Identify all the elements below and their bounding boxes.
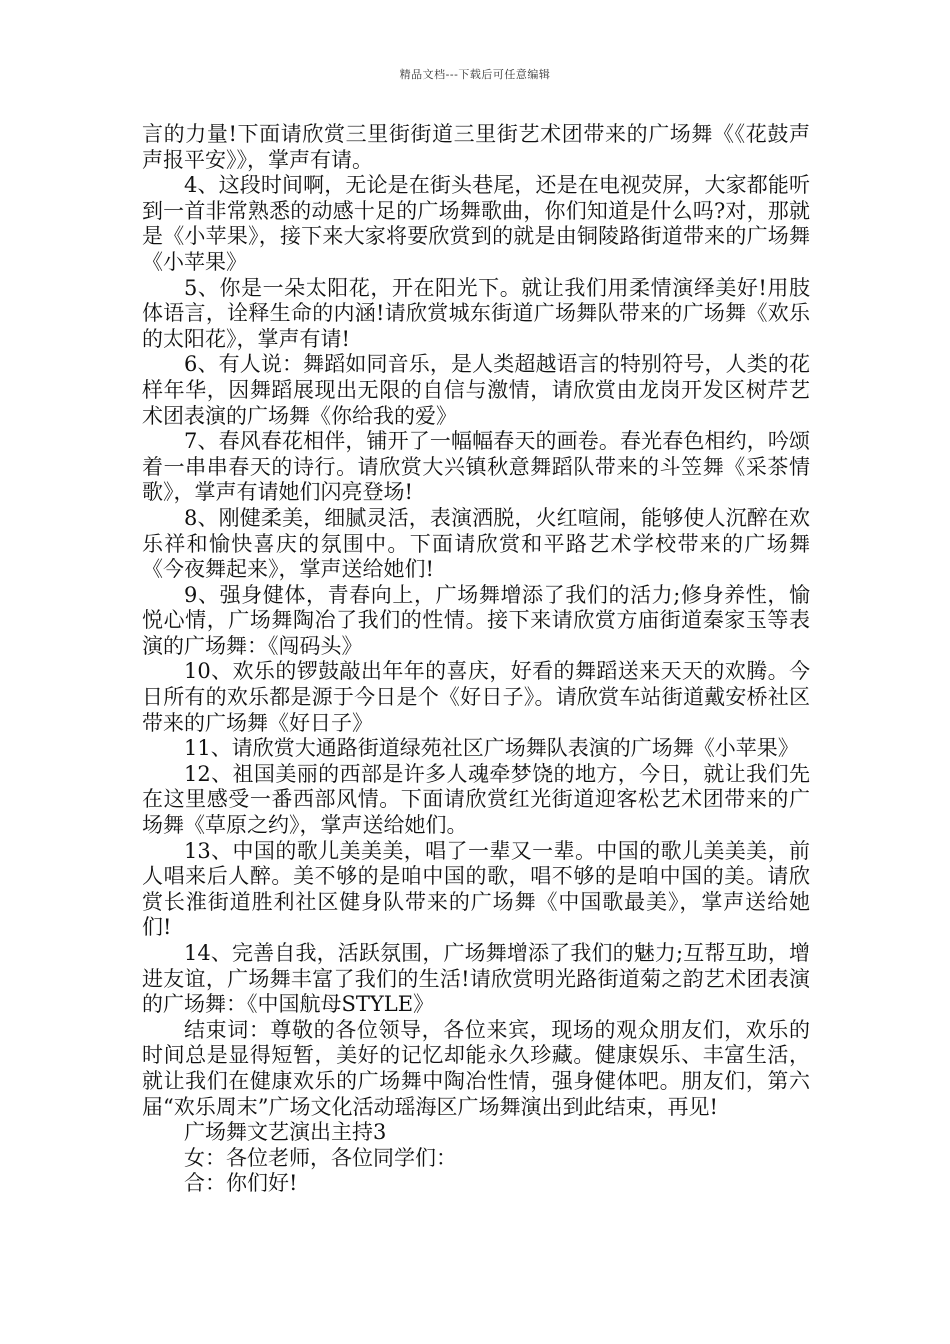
paragraph: 7、春风春花相伴，铺开了一幅幅春天的画卷。春光春色相约，吟颂着一串串春天的诗行。请欣赏大兴镇秋意舞蹈队带来的斗笠舞《采茶情歌》，掌声有请她们闪亮登场! (142, 429, 810, 505)
page-header: 精品文档---下载后可任意编辑 (399, 68, 551, 81)
paragraph: 9、强身健体，青春向上，广场舞增添了我们的活力;修身养性，愉悦心情，广场舞陶冶了我们的性情。接下来请欣赏方庙街道秦家玉等表演的广场舞：《闯码头》 (142, 582, 810, 658)
section-title: 广场舞文艺演出主持3 (184, 1120, 387, 1145)
paragraph: 4、这段时间啊，无论是在街头巷尾，还是在电视荧屏，大家都能听到一首非常熟悉的动感十足的广场舞歌曲，你们知道是什么吗?对，那就是《小苹果》，接下来大家将要欣赏到的就是由铜陵路街道带来的广场舞《小苹果》 (142, 173, 810, 274)
paragraph: 5、你是一朵太阳花，开在阳光下。就让我们用柔情演绎美好!用肢体语言，诠释生命的内涵!请欣赏城东街道广场舞队带来的广场舞《欢乐的太阳花》，掌声有请! (142, 275, 810, 351)
paragraph: 13、中国的歌儿美美美，唱了一辈又一辈。中国的歌儿美美美，前人唱来后人醉。美不够的是咱中国的歌，唱不够的是咱中国的美。请欣赏长淮街道胜利社区健身队带来的广场舞《中国歌最美》，掌声送给她们! (142, 838, 810, 940)
paragraph: 结束词：尊敬的各位领导，各位来宾，现场的观众朋友们，欢乐的时间总是显得短暂，美好的记忆却能永久珍藏。健康娱乐、丰富生活，就让我们在健康欢乐的广场舞中陶冶性情，强身健体吧。朋友们，第六届“欢乐周末”广场文化活动瑶海区广场舞演出到此结束，再见! (142, 1017, 810, 1119)
paragraph: 12、祖国美丽的西部是许多人魂牵梦饶的地方，今日，就让我们先在这里感受一番西部风情。下面请欣赏红光街道迎客松艺术团带来的广场舞《草原之约》，掌声送给她们。 (142, 761, 810, 838)
document-body (142, 122, 810, 1197)
paragraph: 11、请欣赏大通路街道绿苑社区广场舞队表演的广场舞《小苹果》 (184, 736, 799, 761)
paragraph: 合：你们好! (184, 1171, 298, 1196)
paragraph: 8、刚健柔美，细腻灵活，表演洒脱，火红喧闹，能够使人沉醉在欢乐祥和愉快喜庆的氛围中。下面请欣赏和平路艺术学校带来的广场舞《今夜舞起来》，掌声送给她们! (142, 505, 810, 582)
paragraph: 言的力量!下面请欣赏三里街街道三里街艺术团带来的广场舞《《花鼓声声报平安》》，掌声有请。 (142, 122, 810, 172)
paragraph: 10、欢乐的锣鼓敲出年年的喜庆，好看的舞蹈送来天天的欢腾。今日所有的欢乐都是源于今日是个《好日子》。请欣赏车站街道戴安桥社区带来的广场舞《好日子》 (142, 659, 810, 735)
paragraph: 14、完善自我，活跃氛围，广场舞增添了我们的魅力;互帮互助，增进友谊，广场舞丰富了我们的生活!请欣赏明光路街道菊之韵艺术团表演的广场舞：《中国航母STYLE》 (142, 941, 810, 1017)
paragraph: 女：各位老师，各位同学们： (184, 1145, 457, 1170)
paragraph: 6、有人说：舞蹈如同音乐，是人类超越语言的特别符号，人类的花样年华，因舞蹈展现出无限的自信与激情，请欣赏由龙岗开发区树芹艺术团表演的广场舞《你给我的爱》 (142, 352, 810, 428)
